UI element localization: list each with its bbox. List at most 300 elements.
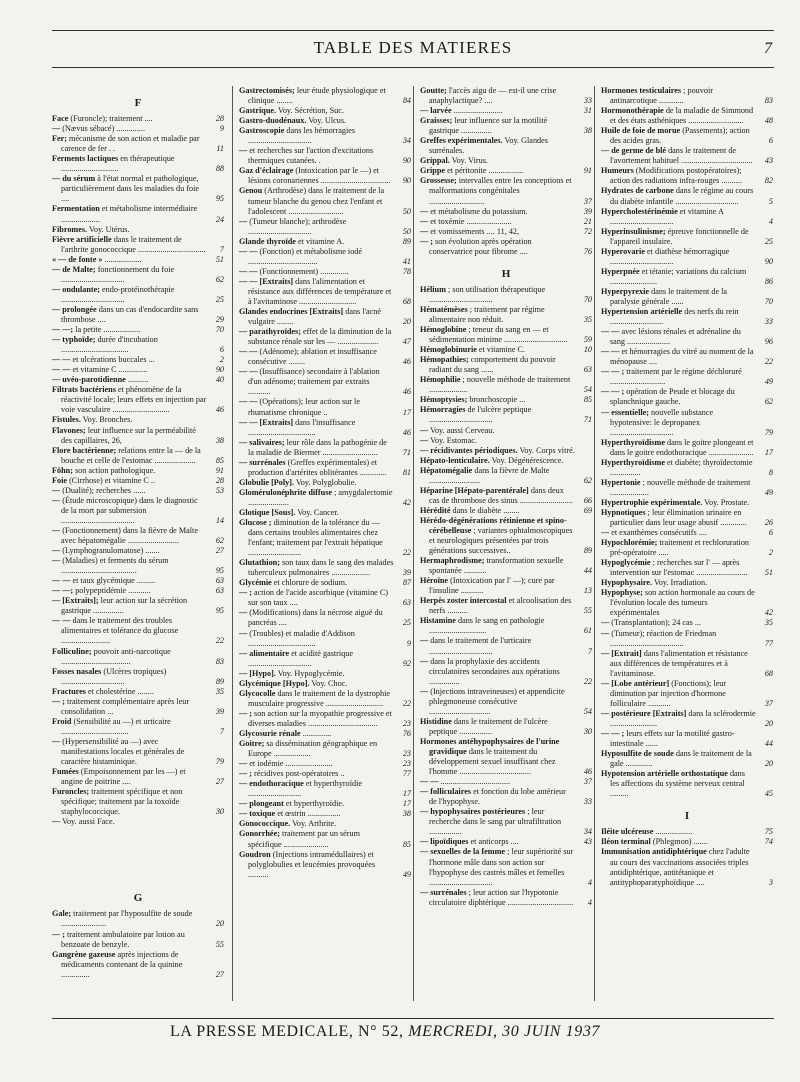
index-entry	[601, 478, 773, 498]
entry-description: des nerfs du rein ..........................	[610, 307, 739, 327]
entry-heading: Fermentation	[52, 204, 100, 214]
entry-heading: — —	[239, 367, 258, 377]
entry-page-number: 77	[764, 638, 773, 648]
entry-description: et ulcérations buccales ...	[72, 355, 155, 365]
entry-description: (Phlegmon) .......	[652, 837, 708, 847]
entry-page-number: 77	[402, 769, 411, 779]
entry-description: (Greffes expérimentales) et production d'artérites oblitérantes .............	[248, 457, 387, 477]
entry-page-number: 86	[764, 276, 773, 286]
index-entry	[239, 669, 411, 679]
index-entry	[239, 347, 411, 367]
entry-page-number: 33	[583, 797, 592, 807]
entry-description: dans l'acné vulgaire ........	[248, 307, 382, 327]
entry-page-number: 4	[768, 216, 773, 226]
entry-description: traitement et rechloruration pré-opératoire .....	[610, 538, 750, 558]
page-footer	[52, 1023, 774, 1045]
index-entry	[239, 799, 411, 809]
entry-page-number: 22	[402, 548, 411, 558]
entry-heading: — ;	[239, 588, 252, 598]
running-header	[52, 38, 774, 68]
entry-heading: Grossesse;	[420, 176, 457, 186]
entry-page-number: 2	[219, 355, 224, 365]
entry-description: et acidité gastrique ...............................	[248, 648, 353, 668]
entry-heading: — récidivantes périodiques.	[420, 445, 518, 455]
index-entry	[239, 106, 411, 116]
entry-heading: Gaz d'éclairage	[239, 166, 294, 176]
entry-description: (Intoxication par le —) et lésions coronariennes ..................................	[248, 166, 391, 186]
index-entry	[239, 166, 411, 186]
entry-heading: — —;	[52, 325, 74, 335]
index-entry	[601, 837, 773, 847]
index-entry	[239, 116, 411, 126]
entry-description: ; nouvelle méthode de traitement ...................	[429, 375, 571, 395]
entry-heading: — [Extraits];	[52, 596, 99, 606]
index-entry	[239, 779, 411, 799]
entry-page-number: 72	[583, 226, 592, 236]
index-entry	[52, 950, 224, 980]
entry-heading: — — ;	[601, 387, 625, 397]
entry-heading: Glandes endocrines [Extraits]	[239, 307, 344, 317]
entry-description: (Lymphogranulomatose) .......	[62, 546, 160, 556]
index-entry	[601, 629, 773, 649]
entry-description: son action sur la myopathie progressive et diverses maladies ..................................	[248, 708, 392, 728]
index-column-3	[420, 86, 592, 1006]
entry-heading: —	[420, 226, 429, 236]
entry-heading: Hélium	[420, 284, 446, 294]
entry-page-number: 13	[583, 586, 592, 596]
index-entry	[601, 86, 773, 106]
index-entry	[52, 124, 224, 134]
entry-description: dans deux cas de thrombose des sinus ..........................	[429, 485, 573, 505]
entry-heading: Flore bactérienne;	[52, 445, 117, 455]
index-entry	[239, 458, 411, 478]
entry-page-number: 92	[402, 658, 411, 668]
entry-page-number: 26	[764, 518, 773, 528]
entry-page-number: 66	[583, 495, 592, 505]
index-entry	[239, 588, 411, 608]
entry-heading: — alimentaire	[239, 648, 290, 658]
entry-description: dans le traitement de l'avortement habituel ...................................	[610, 146, 753, 166]
entry-page-number: 90	[402, 176, 411, 186]
index-entry	[601, 709, 773, 729]
entry-description: ..............	[302, 729, 332, 738]
entry-description: Voy. Estomac.	[430, 435, 477, 445]
entry-heading: Iléite ulcéreuse	[601, 827, 654, 837]
index-entry	[239, 829, 411, 849]
entry-heading: Hémopathies;	[420, 355, 469, 365]
entry-heading: —	[52, 556, 61, 566]
index-entry	[239, 86, 411, 106]
entry-page-number: 41	[402, 256, 411, 266]
entry-heading: Hérédité	[420, 505, 451, 515]
entry-page-number: 22	[215, 636, 224, 646]
entry-page-number: 95	[215, 606, 224, 616]
entry-description: ; recherches sur l' — après intervention sur l'estomac .........................	[610, 558, 748, 578]
entry-page-number: 45	[764, 789, 773, 799]
index-entry	[420, 217, 592, 227]
entry-page-number: 20	[764, 718, 773, 728]
entry-heading: — typhoïde;	[52, 335, 96, 345]
entry-page-number: 38	[215, 435, 224, 445]
index-entry	[52, 174, 224, 204]
entry-heading: — ;	[239, 769, 252, 779]
index-entry	[420, 616, 592, 636]
entry-description: mécanisme de son action et maladie par carence de fer . .	[61, 134, 200, 154]
entry-page-number: 78	[402, 266, 411, 276]
index-entry	[52, 476, 224, 486]
entry-page-number: 35	[215, 686, 224, 696]
entry-description: (Étude microscopique) dans le diagnostic de la mort par submersion ....................................	[61, 495, 198, 525]
index-entry	[420, 227, 592, 237]
entry-heading: « — de fonte »	[52, 254, 103, 264]
entry-page-number: 7	[219, 244, 224, 254]
entry-description: en thérapeutique ............................	[61, 154, 175, 174]
index-entry	[52, 446, 224, 466]
entry-heading: Glutathion;	[239, 558, 280, 568]
entry-description: Voy. Arthrite.	[292, 819, 337, 829]
entry-description: dans la sclérodermie .......................	[610, 708, 756, 728]
entry-description: et vitamine A ...............................	[610, 206, 724, 226]
entry-page-number: 44	[583, 566, 592, 576]
index-entry	[239, 709, 411, 729]
entry-heading: — [Lobe antérieur]	[601, 678, 670, 688]
index-entry	[601, 408, 773, 438]
index-entry	[239, 247, 411, 267]
entry-description: la petite ..................	[75, 325, 141, 335]
entry-description: dans l'insuffisance .................................	[248, 417, 356, 437]
entry-description: traitement par un sérum spécifique ......................	[248, 829, 360, 849]
entry-description: (Empoisonnement par les —) et angine de poitrine ....	[61, 767, 186, 787]
entry-description: Voy. Corps vitré.	[519, 445, 575, 455]
entry-heading: Hématémèses	[420, 304, 468, 314]
entry-description: dans le régime au cours du diabète infantile ...............................	[610, 186, 754, 206]
entry-description: et hyperthyroïdie ..........................	[248, 779, 363, 799]
entry-description: polypeptidémie ...........	[75, 586, 151, 596]
entry-description: ; leur supériorité sur l'hormone mâle dans son action sur l'hypophyse des castrés mâles et femelles ...............................	[429, 847, 574, 887]
entry-page-number: 22	[402, 698, 411, 708]
index-entry	[52, 697, 224, 717]
index-entry	[52, 235, 224, 255]
entry-heading: Glucose ;	[239, 518, 272, 528]
entry-page-number: 30	[215, 807, 224, 817]
entry-page-number: 63	[583, 365, 592, 375]
entry-page-number: 51	[764, 568, 773, 578]
entry-description: et iodémie .......................	[249, 759, 333, 769]
entry-page-number: 14	[215, 515, 224, 525]
entry-description: et taux glycémique .........	[72, 576, 156, 586]
entry-description: (Hypersensibilité au —) avec manifestations locales et générales de caractère histaminique.	[61, 736, 185, 767]
index-entry	[601, 307, 773, 327]
entry-description: dans le traitement de l'arthrite gonococcique .................................	[61, 234, 206, 254]
entry-heading: — [Hypo].	[239, 668, 276, 678]
entry-description: et vitamine C.	[478, 345, 526, 355]
index-entry	[420, 375, 592, 395]
index-entry	[239, 277, 411, 307]
entry-heading: Folliculine;	[52, 646, 92, 656]
entry-description: dans l'alimentation et résistance aux différences de température et à l'avitaminose ............................	[248, 276, 392, 306]
entry-heading: Flavones;	[52, 425, 86, 435]
entry-description: ; son utilisation thérapeutique ...............................	[429, 284, 546, 304]
entry-page-number: 22	[583, 676, 592, 686]
entry-heading: Glycosurie rénale	[239, 729, 301, 738]
entry-description: dans le sang en pathologie ............................	[429, 616, 545, 636]
entry-page-number: 39	[583, 206, 592, 216]
entry-heading: — —	[601, 327, 620, 337]
entry-description: à l'état normal et pathologique, particulièrement dans les maladies du foie ....	[61, 174, 200, 204]
entry-heading: — de germe de blé	[601, 146, 667, 156]
entry-page-number: 50	[402, 226, 411, 236]
entry-page-number: 90	[764, 256, 773, 266]
index-entry	[52, 576, 224, 586]
entry-page-number: 25	[402, 618, 411, 628]
entry-description: Voy. Hypoglycémie.	[277, 668, 345, 678]
entry-page-number: 25	[215, 294, 224, 304]
index-entry	[239, 769, 411, 779]
entry-heading: Glycémique [Hypo].	[239, 678, 310, 688]
entry-heading: Humeurs	[601, 166, 634, 176]
entry-page-number: 30	[583, 726, 592, 736]
entry-description: (Injections intramédullaires) et polyglobulies et leucémies provoquées ..........	[248, 849, 376, 879]
index-entry	[52, 787, 224, 817]
entry-page-number: 47	[402, 337, 411, 347]
entry-heading: —	[420, 425, 429, 435]
index-entry	[52, 556, 224, 576]
entry-page-number: 85	[215, 455, 224, 465]
entry-heading: — de Malte;	[52, 264, 96, 274]
entry-heading: — —	[420, 777, 439, 787]
entry-page-number: 62	[764, 397, 773, 407]
entry-page-number: 2	[768, 548, 773, 558]
index-entry	[601, 438, 773, 458]
entry-heading: Goudron	[239, 849, 271, 859]
index-entry	[601, 729, 773, 749]
entry-description: chez l'adulte au cours des vaccinations associées triples antidiphtérique, antitétanique et antityphoparatyphoïdique ....	[610, 847, 750, 887]
entry-description: ..................	[655, 827, 693, 837]
entry-heading: —	[420, 656, 429, 666]
page-number: 7	[764, 40, 772, 57]
index-columns	[52, 86, 774, 1006]
index-entry	[601, 367, 773, 387]
index-entry	[601, 649, 773, 679]
entry-description: et diabète; thyroïdectomie ...............	[610, 457, 753, 477]
entry-description: diminution de la tolérance du — dans certains troubles alimentaires chez l'enfant; traitement par l'extrait hépatique ..........................	[248, 518, 383, 558]
index-entry	[239, 819, 411, 829]
index-entry	[420, 556, 592, 576]
entry-page-number: 62	[583, 475, 592, 485]
entry-heading: — postérieure [Extraits]	[601, 708, 687, 718]
entry-heading: — —	[52, 576, 71, 586]
section-letter: I	[684, 810, 690, 823]
entry-page-number: 9	[219, 124, 224, 134]
entry-description: et exanthèmes consécutifs ....	[611, 528, 707, 538]
index-entry	[420, 405, 592, 425]
entry-page-number: 17	[402, 407, 411, 417]
entry-page-number: 23	[402, 718, 411, 728]
index-entry	[52, 616, 224, 646]
index-entry	[239, 146, 411, 166]
entry-heading: —	[52, 485, 61, 495]
index-entry	[420, 456, 592, 466]
entry-page-number: 87	[402, 578, 411, 588]
entry-heading: Graisses;	[420, 116, 453, 126]
entry-heading: Face	[52, 114, 69, 124]
entry-description: dans le traitement de la gale .............	[610, 749, 752, 769]
index-entry	[420, 837, 592, 847]
entry-page-number: 34	[402, 136, 411, 146]
index-entry	[420, 395, 592, 405]
entry-heading: — —	[601, 347, 620, 357]
index-entry	[52, 667, 224, 687]
entry-heading: Herpès zoster intercostal	[420, 596, 507, 606]
entry-description: et recherches sur l'action d'excitations thermiques cutanées. .	[248, 146, 374, 166]
entry-heading: —	[52, 736, 61, 746]
index-entry	[239, 267, 411, 277]
entry-description: action de l'acide ascorbique (vitamine C) sur son taux ....	[248, 588, 389, 608]
index-entry	[52, 546, 224, 556]
entry-heading: Hypertonie	[601, 477, 641, 487]
entry-heading: Hypophysaire.	[601, 578, 653, 588]
entry-heading: — folliculaires	[420, 787, 472, 797]
entry-page-number: 51	[215, 254, 224, 264]
index-entry	[239, 186, 411, 216]
entry-description: l'accès aigu de — est-il une crise anaphylactique? ....	[429, 86, 557, 106]
index-page	[52, 30, 774, 1060]
entry-heading: —	[420, 686, 429, 696]
entry-description: (Maladies) et ferments du sérum .....................................	[61, 556, 169, 576]
index-entry	[52, 265, 224, 285]
index-entry	[52, 596, 224, 616]
entry-heading: —	[420, 435, 429, 445]
entry-heading: Hormones antéhypophysaires de l'urine gravidique	[420, 736, 560, 756]
entry-heading: — larvée	[420, 106, 452, 116]
entry-description: et tétanie; variations du calcium .......................	[610, 266, 747, 286]
entry-page-number: 9	[406, 638, 411, 648]
entry-page-number: 25	[764, 236, 773, 246]
index-entry	[239, 729, 411, 739]
entry-heading: — —	[52, 616, 71, 626]
index-entry	[420, 506, 592, 516]
entry-description: (Furoncle); traitement ....	[70, 114, 153, 124]
entry-description: traitement par l'hyposulfite de soude ......................	[61, 909, 193, 929]
entry-heading: — essentielle;	[601, 407, 649, 417]
entry-heading: Gastrectomisés;	[239, 86, 295, 95]
index-entry	[420, 466, 592, 486]
entry-page-number: 82	[764, 176, 773, 186]
index-entry	[601, 769, 773, 799]
entry-heading: Greffes expérimentales.	[420, 136, 503, 146]
entry-page-number: 70	[583, 294, 592, 304]
entry-heading: Fistules.	[52, 415, 81, 425]
entry-page-number: 4	[587, 897, 592, 907]
entry-page-number: 63	[402, 598, 411, 608]
entry-heading: —	[601, 528, 610, 538]
index-entry	[52, 415, 224, 425]
entry-description: ; teneur du sang en — et sédimentation minime ...............................	[429, 325, 568, 345]
entry-description: traitement ambulatoire par lotion au benzoate de benzyle.	[61, 929, 185, 949]
entry-heading: — surrénales	[420, 887, 467, 897]
index-entry	[420, 657, 592, 687]
index-entry	[420, 426, 592, 436]
index-entry	[239, 478, 411, 488]
entry-heading: —	[52, 546, 61, 556]
entry-page-number: 46	[402, 357, 411, 367]
entry-page-number: 70	[764, 296, 773, 306]
entry-page-number: 63	[215, 576, 224, 586]
entry-heading: Hyperinsulinisme;	[601, 226, 666, 236]
index-entry	[601, 618, 773, 628]
entry-page-number: 20	[764, 759, 773, 769]
entry-description: et alcoolisation des nerfs ..........	[429, 596, 572, 616]
index-entry	[239, 418, 411, 438]
entry-heading: Grippe	[420, 166, 446, 176]
entry-heading: Gastro-duodénaux.	[239, 116, 307, 126]
entry-description: (Troubles) et maladie d'Addison .................................	[248, 628, 355, 648]
entry-description: comportement du pouvoir radiant du sang ......	[429, 355, 556, 375]
entry-heading: — —	[239, 397, 258, 407]
entry-heading: Hémorragies	[420, 405, 466, 415]
entry-heading: — uvéo-parotidienne	[52, 375, 126, 385]
entry-description: dans l'alimentation et résistance aux différences de températures et à l'avitaminose.	[610, 648, 748, 678]
entry-description: leur action sur la sécrétion gastrique ...............	[61, 596, 188, 616]
entry-heading: Glycocolle	[239, 688, 276, 698]
entry-heading: Goitre;	[239, 739, 265, 749]
index-entry	[601, 247, 773, 267]
entry-page-number: 46	[402, 427, 411, 437]
footer-rule	[52, 1018, 774, 1019]
entry-page-number: 46	[583, 767, 592, 777]
entry-heading: Gastroscopie	[239, 126, 285, 136]
entry-heading: — salivaires;	[239, 437, 285, 447]
index-entry	[601, 498, 773, 508]
index-entry	[601, 347, 773, 367]
entry-page-number: 23	[402, 759, 411, 769]
index-entry	[239, 809, 411, 819]
index-entry	[601, 528, 773, 538]
entry-description: avec lésions rénales et adrénaline du sang .....................	[610, 327, 741, 347]
index-entry	[601, 186, 773, 206]
index-entry	[52, 496, 224, 526]
entry-page-number: 54	[583, 706, 592, 716]
entry-description: (Fonctionnement) dans la fièvre de Malte avec hépatomégalie .........................	[61, 525, 198, 546]
entry-description: ; leur action sur l'hypotonie circulatoire diphtérique ................................	[429, 887, 574, 907]
entry-description: traitement par le régime déchloruré ...........................	[610, 367, 742, 387]
entry-description: Voy. aussi Face.	[62, 817, 115, 827]
entry-description: durée d'incubation .................................	[61, 335, 158, 355]
index-entry	[52, 355, 224, 365]
entry-page-number: 46	[215, 405, 224, 415]
index-entry	[420, 596, 592, 616]
entry-page-number: 71	[402, 447, 411, 457]
index-entry	[52, 717, 224, 737]
index-entry	[601, 827, 773, 837]
index-entry	[601, 207, 773, 227]
entry-page-number: 96	[764, 337, 773, 347]
section-letter: G	[133, 892, 143, 905]
entry-description: et chlorure de sodium.	[273, 578, 347, 588]
index-entry	[52, 204, 224, 224]
entry-heading: — endothoracique	[239, 779, 304, 789]
index-entry	[420, 777, 592, 787]
entry-page-number: 95	[215, 566, 224, 576]
index-entry	[239, 739, 411, 759]
entry-description: (Injections intraveineuses) et appendicite phlegmoneuse consécutive ..............................	[429, 686, 565, 716]
entry-description: dans la prophylaxie des accidents circulatoires secondaires aux opérations ...............	[429, 656, 560, 686]
entry-page-number: 42	[764, 608, 773, 618]
entry-heading: — —	[239, 347, 258, 357]
entry-heading: Hyperpyrexie	[601, 286, 650, 296]
section-spacer	[601, 799, 773, 807]
entry-heading: — — ;	[601, 729, 625, 738]
